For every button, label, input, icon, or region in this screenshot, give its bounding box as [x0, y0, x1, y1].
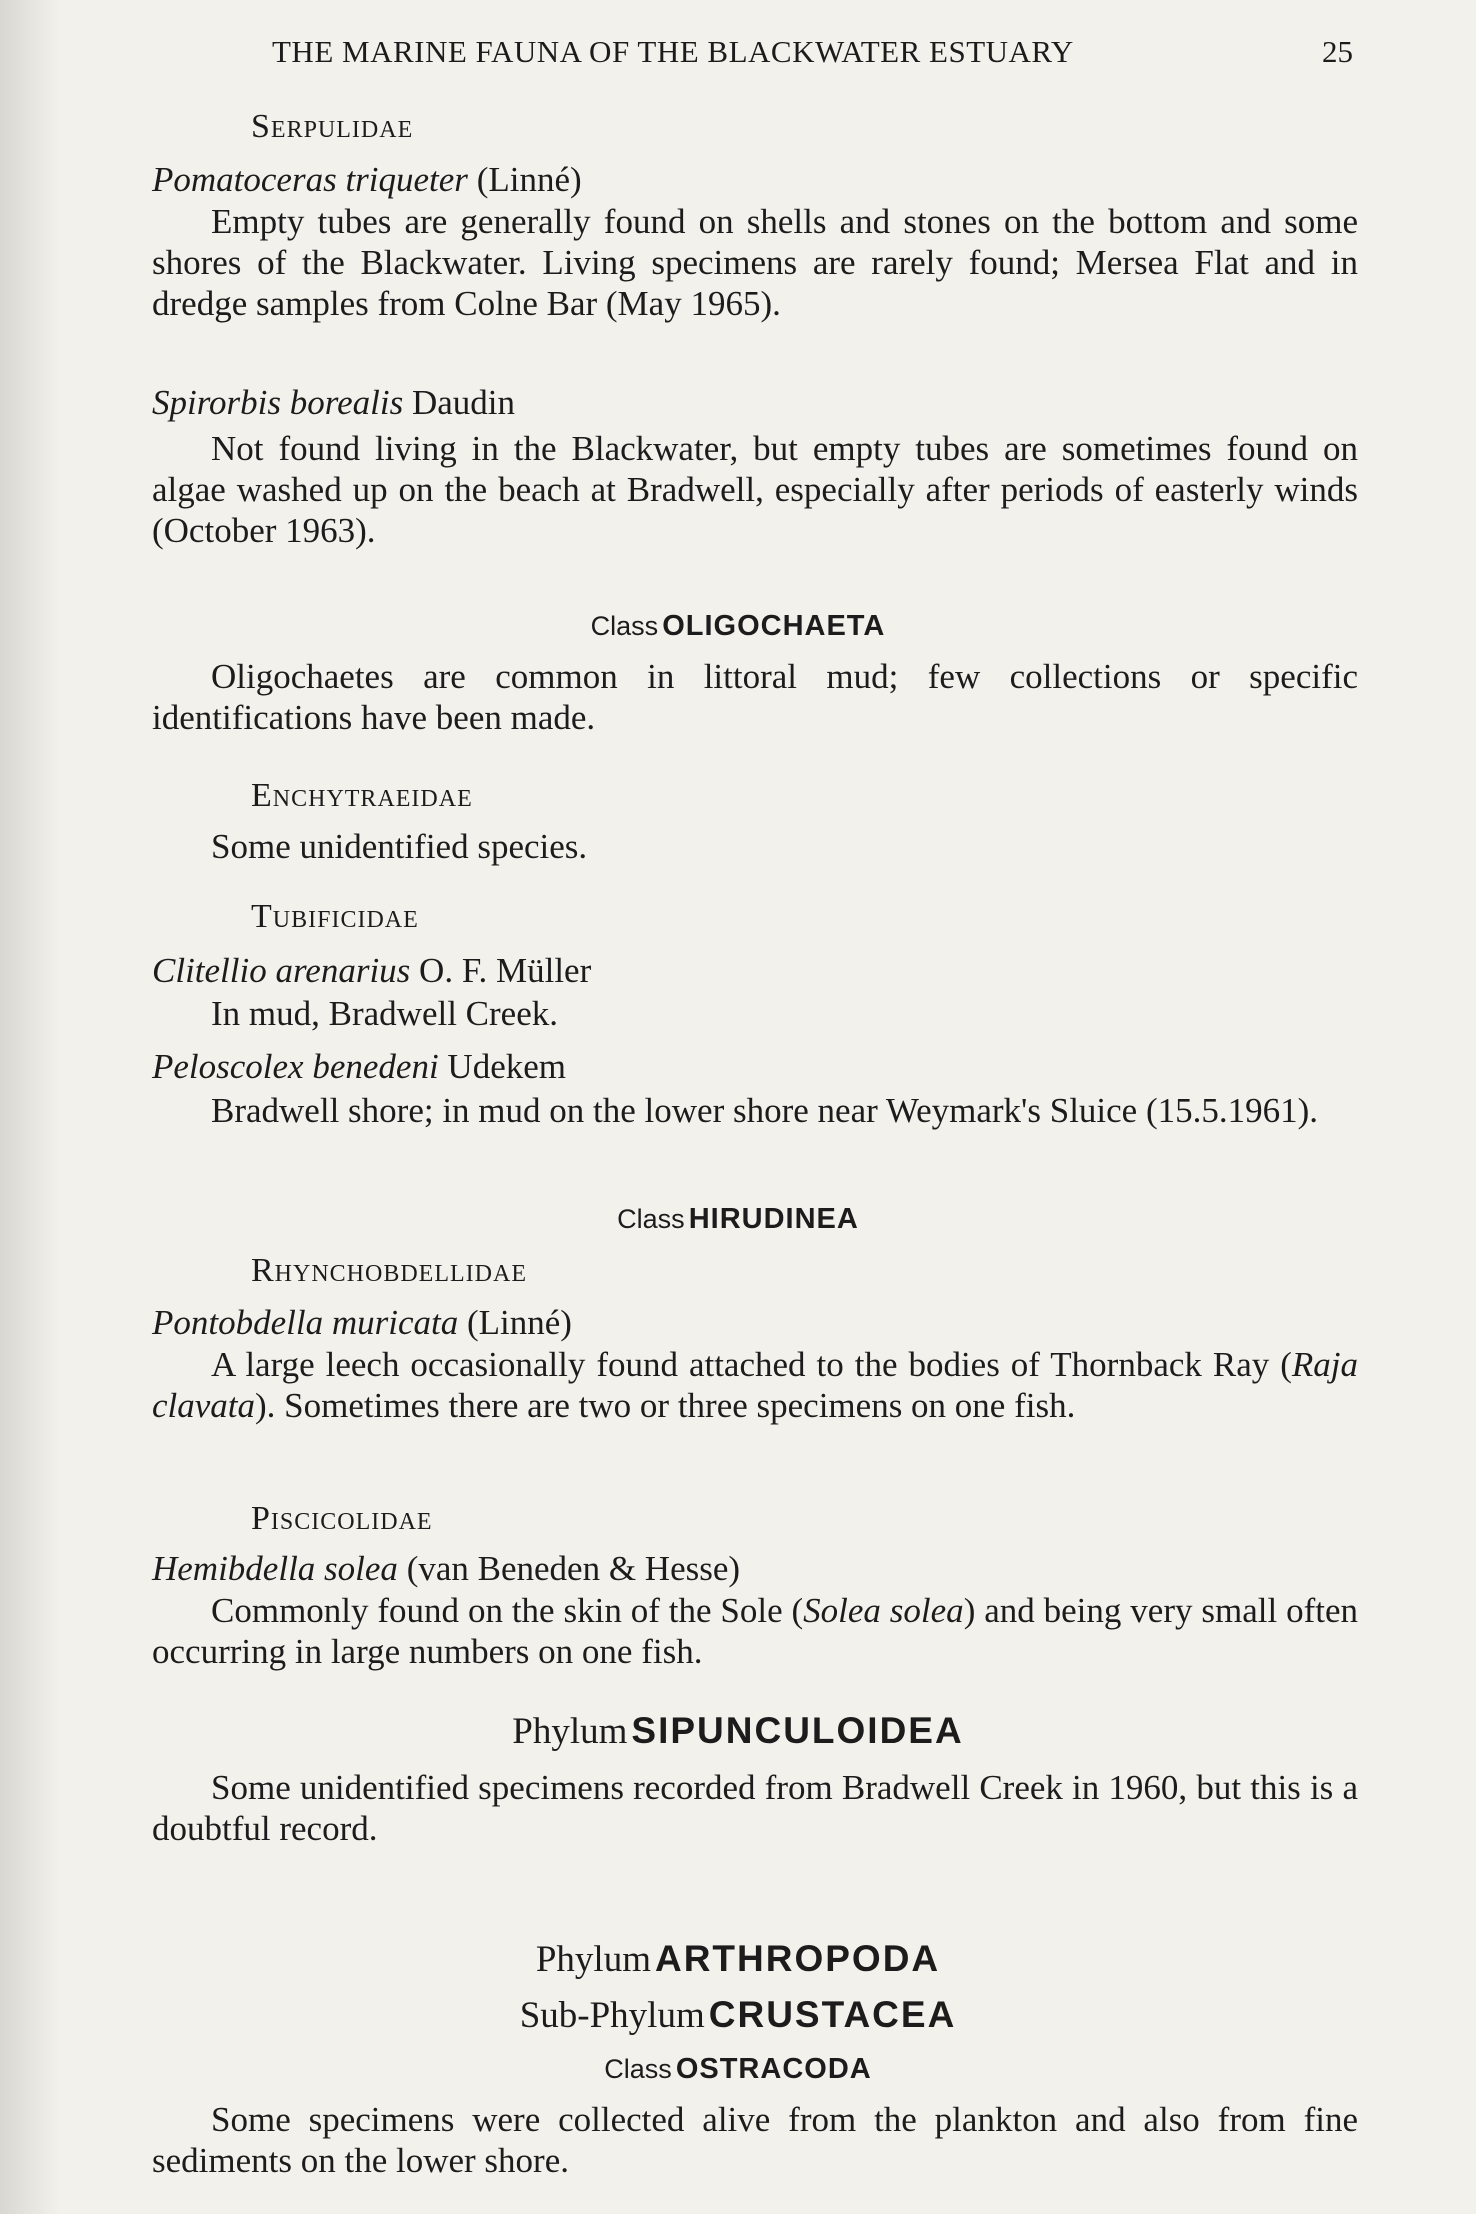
taxon-name: ARTHROPODA: [654, 1938, 941, 1979]
species-heading-spirorbis: [152, 383, 515, 423]
rank-label: Phylum: [512, 1711, 628, 1752]
class-description-oligochaeta: Oligochaetes are common in littoral mud; few collections or specific identifications have been made.: [152, 657, 1358, 737]
species-heading-pomatoceras: [152, 160, 582, 200]
taxon-name: OSTRACODA: [675, 2053, 872, 2085]
species-description-peloscolex: Bradwell shore; in mud on the lower shore near Weymark's Sluice (15.5.1961).: [211, 1091, 1319, 1130]
species-name: Pontobdella muricata: [152, 1303, 459, 1342]
species-heading-pontobdella: [152, 1303, 572, 1343]
species-author: (Linné): [466, 1303, 572, 1342]
species-heading-hemibdella: [152, 1549, 740, 1589]
species-description-pontobdella: [152, 1344, 1358, 1426]
species-description-hemibdella: [152, 1590, 1358, 1672]
species-author: Udekem: [447, 1047, 566, 1086]
subphylum-heading-crustacea: [0, 1994, 1476, 2037]
description-text: ) and being very small often occurring in large numbers on one fish.: [152, 1591, 1358, 1671]
description-text: Commonly found on the skin of the Sole (: [211, 1591, 804, 1630]
taxon-name: SIPUNCULOIDEA: [631, 1710, 964, 1751]
rank-label: Phylum: [535, 1939, 651, 1980]
taxon-name: HIRUDINEA: [688, 1203, 859, 1235]
family-description-enchytraeidae: Some unidentified species.: [211, 827, 588, 866]
family-heading-serpulidae: Serpulidae: [251, 108, 414, 145]
species-description-pomatoceras: Empty tubes are generally found on shells and stones on the bottom and some shores of the Blackwater. Living specimens are rarely found; Mersea Flat and in dredge samples from Colne Bar (May 1965).: [152, 202, 1358, 323]
species-author: (Linné): [476, 160, 582, 199]
species-description-clitellio: In mud, Bradwell Creek.: [211, 994, 558, 1033]
species-name: Pomatoceras triqueter: [152, 160, 468, 199]
rank-label: Class: [604, 2054, 672, 2084]
species-heading-peloscolex: [152, 1047, 566, 1087]
species-name: Hemibdella solea: [152, 1549, 398, 1588]
class-heading-hirudinea: [0, 1203, 1476, 1236]
species-author: O. F. Müller: [419, 951, 592, 990]
host-species-name: Solea solea: [803, 1591, 964, 1630]
family-heading-tubificidae: Tubificidae: [251, 898, 419, 935]
family-heading-enchytraeidae: Enchytraeidae: [251, 777, 473, 814]
phylum-description-sipunculoidea: Some unidentified specimens recorded from Bradwell Creek in 1960, but this is a doubtful record.: [152, 1768, 1358, 1848]
taxon-name: OLIGOCHAETA: [662, 610, 886, 642]
description-text: ). Sometimes there are two or three specimens on one fish.: [255, 1386, 1076, 1425]
species-author: Daudin: [411, 383, 515, 422]
rank-label: Sub-Phylum: [519, 1995, 705, 2036]
phylum-heading-sipunculoidea: [0, 1710, 1476, 1753]
species-name: Spirorbis borealis: [152, 383, 404, 422]
taxon-name: CRUSTACEA: [708, 1994, 957, 2035]
species-description-spirorbis: Not found living in the Blackwater, but empty tubes are sometimes found on algae washed up on the beach at Bradwell, especially after periods of easterly winds (October 1963).: [152, 429, 1358, 550]
class-heading-ostracoda: [0, 2053, 1476, 2086]
running-title: THE MARINE FAUNA OF THE BLACKWATER ESTUARY: [272, 34, 1074, 69]
page-number: 25: [1322, 34, 1353, 69]
species-author: (van Beneden & Hesse): [406, 1549, 741, 1588]
species-heading-clitellio: [152, 951, 591, 991]
phylum-heading-arthropoda: [0, 1938, 1476, 1981]
binding-shadow: [0, 0, 60, 2214]
rank-label: Class: [590, 611, 659, 641]
host-species-name: Raja clavata: [152, 1345, 1358, 1425]
species-name: Clitellio arenarius: [152, 951, 411, 990]
rank-label: Class: [617, 1204, 685, 1234]
family-heading-rhynchobdellidae: Rhynchobdellidae: [251, 1252, 527, 1289]
class-heading-oligochaeta: [0, 610, 1476, 643]
species-name: Peloscolex benedeni: [152, 1047, 439, 1086]
description-text: A large leech occasionally found attached to the bodies of Thornback Ray (: [211, 1345, 1292, 1384]
family-heading-piscicolidae: Piscicolidae: [251, 1500, 433, 1537]
class-description-ostracoda: Some specimens were collected alive from the plankton and also from fine sediments on the lower shore.: [152, 2100, 1358, 2180]
